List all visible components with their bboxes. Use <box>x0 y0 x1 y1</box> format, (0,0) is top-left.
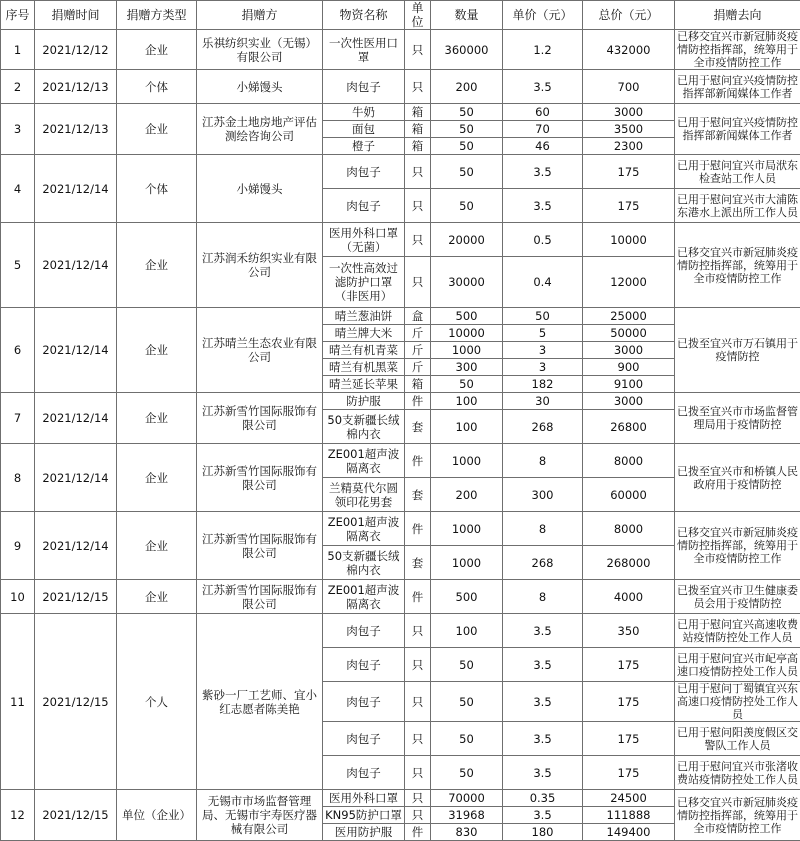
cell-donor-type: 企业 <box>117 308 197 393</box>
cell-quantity: 100 <box>431 410 503 444</box>
cell-destination: 已用于慰问阳羡度假区交警队工作人员 <box>675 722 800 756</box>
cell-total-price: 900 <box>583 359 675 376</box>
header-donor-type: 捐赠方类型 <box>117 1 197 30</box>
cell-total-price: 111888 <box>583 807 675 824</box>
header-item-name: 物资名称 <box>323 1 405 30</box>
cell-item-name: 肉包子 <box>323 722 405 756</box>
cell-quantity: 50 <box>431 104 503 121</box>
cell-seq: 7 <box>1 393 35 444</box>
cell-unit-price: 0.4 <box>503 257 583 308</box>
cell-quantity: 1000 <box>431 444 503 478</box>
header-row <box>1 1 800 30</box>
cell-unit-price: 3 <box>503 342 583 359</box>
cell-unit: 件 <box>405 393 431 410</box>
cell-unit: 只 <box>405 155 431 189</box>
header-unit: 单位 <box>405 1 431 30</box>
cell-unit-price: 0.5 <box>503 223 583 257</box>
cell-unit: 箱 <box>405 104 431 121</box>
header-seq: 序号 <box>1 1 35 30</box>
table-row <box>1 70 800 104</box>
cell-unit: 盒 <box>405 308 431 325</box>
cell-item-name: 肉包子 <box>323 70 405 104</box>
cell-total-price: 9100 <box>583 376 675 393</box>
cell-donor: 无锡市市场监督管理局、无锡市宇寿医疗器械有限公司 <box>197 790 323 841</box>
cell-item-name: 兰精莫代尔圆领印花男套 <box>323 478 405 512</box>
cell-item-name: 面包 <box>323 121 405 138</box>
cell-seq: 1 <box>1 30 35 70</box>
cell-unit: 箱 <box>405 138 431 155</box>
table-row <box>1 393 800 410</box>
cell-total-price: 2300 <box>583 138 675 155</box>
cell-seq: 10 <box>1 580 35 614</box>
cell-quantity: 70000 <box>431 790 503 807</box>
cell-unit: 斤 <box>405 342 431 359</box>
cell-item-name: 肉包子 <box>323 648 405 682</box>
cell-unit: 只 <box>405 682 431 722</box>
cell-total-price: 350 <box>583 614 675 648</box>
cell-item-name: 医用防护服 <box>323 824 405 841</box>
cell-quantity: 830 <box>431 824 503 841</box>
cell-destination: 已用于慰问宜兴高速收费站疫情防控处工作人员 <box>675 614 800 648</box>
cell-quantity: 50 <box>431 722 503 756</box>
cell-unit-price: 3.5 <box>503 682 583 722</box>
cell-unit-price: 3.5 <box>503 614 583 648</box>
cell-destination: 已用于慰问丁蜀镇宜兴东高速口疫情防控处工作人员 <box>675 682 800 722</box>
cell-quantity: 1000 <box>431 512 503 546</box>
cell-destination: 已移交宜兴市新冠肺炎疫情防控指挥部，统筹用于全市疫情防控工作 <box>675 223 800 308</box>
table-row <box>1 104 800 121</box>
table-row <box>1 308 800 325</box>
cell-total-price: 3000 <box>583 104 675 121</box>
header-unit-price: 单价（元） <box>503 1 583 30</box>
cell-date: 2021/12/12 <box>35 30 117 70</box>
cell-total-price: 432000 <box>583 30 675 70</box>
cell-date: 2021/12/15 <box>35 614 117 790</box>
cell-total-price: 700 <box>583 70 675 104</box>
cell-quantity: 10000 <box>431 325 503 342</box>
cell-unit-price: 268 <box>503 410 583 444</box>
cell-donor: 江苏新雪竹国际服饰有限公司 <box>197 444 323 512</box>
cell-donor: 紫砂一厂工艺师、宜小红志愿者陈美艳 <box>197 614 323 790</box>
cell-donor-type: 企业 <box>117 512 197 580</box>
cell-item-name: 晴兰延长苹果 <box>323 376 405 393</box>
cell-unit: 只 <box>405 648 431 682</box>
cell-date: 2021/12/13 <box>35 70 117 104</box>
cell-unit: 箱 <box>405 121 431 138</box>
cell-unit-price: 8 <box>503 512 583 546</box>
cell-unit: 箱 <box>405 376 431 393</box>
cell-total-price: 175 <box>583 648 675 682</box>
cell-item-name: ZE001超声波隔离衣 <box>323 444 405 478</box>
cell-unit: 只 <box>405 790 431 807</box>
cell-date: 2021/12/15 <box>35 580 117 614</box>
cell-item-name: 肉包子 <box>323 155 405 189</box>
cell-quantity: 50 <box>431 376 503 393</box>
cell-unit-price: 60 <box>503 104 583 121</box>
cell-donor: 江苏金土地房地产评估测绘咨询公司 <box>197 104 323 155</box>
cell-unit: 件 <box>405 580 431 614</box>
table-body <box>1 30 800 841</box>
cell-unit-price: 3.5 <box>503 722 583 756</box>
table-row <box>1 444 800 478</box>
cell-item-name: 橙子 <box>323 138 405 155</box>
cell-item-name: 肉包子 <box>323 189 405 223</box>
cell-unit-price: 3.5 <box>503 155 583 189</box>
cell-unit-price: 3.5 <box>503 807 583 824</box>
cell-total-price: 3000 <box>583 393 675 410</box>
cell-destination: 已拨至宜兴市市场监督管理局用于疫情防控 <box>675 393 800 444</box>
cell-quantity: 200 <box>431 478 503 512</box>
cell-seq: 4 <box>1 155 35 223</box>
cell-quantity: 50 <box>431 189 503 223</box>
table-row <box>1 614 800 648</box>
cell-total-price: 175 <box>583 722 675 756</box>
cell-total-price: 50000 <box>583 325 675 342</box>
cell-item-name: 50支新疆长绒棉内衣 <box>323 546 405 580</box>
cell-total-price: 25000 <box>583 308 675 325</box>
cell-total-price: 175 <box>583 189 675 223</box>
cell-total-price: 8000 <box>583 512 675 546</box>
cell-date: 2021/12/13 <box>35 104 117 155</box>
cell-donor-type: 企业 <box>117 444 197 512</box>
cell-quantity: 50 <box>431 756 503 790</box>
cell-donor-type: 企业 <box>117 104 197 155</box>
cell-destination: 已用于慰问宜兴疫情防控指挥部新闻媒体工作者 <box>675 104 800 155</box>
cell-unit-price: 3.5 <box>503 189 583 223</box>
cell-item-name: KN95防护口罩 <box>323 807 405 824</box>
header-date: 捐赠时间 <box>35 1 117 30</box>
cell-donor: 江苏晴兰生态农业有限公司 <box>197 308 323 393</box>
header-donor: 捐赠方 <box>197 1 323 30</box>
cell-date: 2021/12/14 <box>35 155 117 223</box>
cell-unit-price: 300 <box>503 478 583 512</box>
cell-destination: 已用于慰问宜兴市张渚收费站疫情防控处工作人员 <box>675 756 800 790</box>
cell-quantity: 1000 <box>431 342 503 359</box>
cell-destination: 已拨至宜兴市和桥镇人民政府用于疫情防控 <box>675 444 800 512</box>
cell-unit: 只 <box>405 614 431 648</box>
cell-donor: 江苏新雪竹国际服饰有限公司 <box>197 393 323 444</box>
cell-date: 2021/12/14 <box>35 393 117 444</box>
cell-unit: 套 <box>405 478 431 512</box>
cell-donor-type: 个体 <box>117 155 197 223</box>
cell-destination: 已移交宜兴市新冠肺炎疫情防控指挥部，统筹用于全市疫情防控工作 <box>675 30 800 70</box>
table-row <box>1 155 800 189</box>
cell-unit: 只 <box>405 223 431 257</box>
cell-unit: 斤 <box>405 359 431 376</box>
cell-total-price: 175 <box>583 155 675 189</box>
cell-unit-price: 70 <box>503 121 583 138</box>
cell-total-price: 12000 <box>583 257 675 308</box>
table-row <box>1 30 800 70</box>
table-row <box>1 512 800 546</box>
cell-quantity: 50 <box>431 138 503 155</box>
cell-total-price: 24500 <box>583 790 675 807</box>
cell-unit: 只 <box>405 189 431 223</box>
cell-unit: 件 <box>405 444 431 478</box>
cell-seq: 8 <box>1 444 35 512</box>
cell-total-price: 3000 <box>583 342 675 359</box>
cell-quantity: 50 <box>431 121 503 138</box>
cell-seq: 3 <box>1 104 35 155</box>
cell-item-name: 肉包子 <box>323 614 405 648</box>
cell-item-name: 肉包子 <box>323 756 405 790</box>
cell-donor-type: 企业 <box>117 393 197 444</box>
cell-unit-price: 180 <box>503 824 583 841</box>
cell-destination: 已移交宜兴市新冠肺炎疫情防控指挥部，统筹用于全市疫情防控工作 <box>675 790 800 841</box>
cell-destination: 已拨至宜兴市卫生健康委员会用于疫情防控 <box>675 580 800 614</box>
cell-quantity: 200 <box>431 70 503 104</box>
cell-unit: 件 <box>405 512 431 546</box>
cell-unit: 只 <box>405 722 431 756</box>
table-row <box>1 790 800 807</box>
cell-destination: 已用于慰问宜兴市大浦陈东港水上派出所工作人员 <box>675 189 800 223</box>
cell-total-price: 175 <box>583 756 675 790</box>
cell-unit: 只 <box>405 807 431 824</box>
cell-total-price: 8000 <box>583 444 675 478</box>
cell-quantity: 500 <box>431 580 503 614</box>
cell-quantity: 360000 <box>431 30 503 70</box>
cell-destination: 已用于慰问宜兴市屺亭高速口疫情防控处工作人员 <box>675 648 800 682</box>
cell-unit: 只 <box>405 257 431 308</box>
cell-quantity: 1000 <box>431 546 503 580</box>
cell-quantity: 31968 <box>431 807 503 824</box>
cell-total-price: 268000 <box>583 546 675 580</box>
cell-quantity: 100 <box>431 614 503 648</box>
cell-total-price: 4000 <box>583 580 675 614</box>
cell-unit-price: 3.5 <box>503 756 583 790</box>
cell-total-price: 26800 <box>583 410 675 444</box>
cell-quantity: 100 <box>431 393 503 410</box>
cell-total-price: 149400 <box>583 824 675 841</box>
cell-item-name: 晴兰有机青菜 <box>323 342 405 359</box>
cell-quantity: 50 <box>431 648 503 682</box>
cell-unit-price: 46 <box>503 138 583 155</box>
cell-donor: 江苏新雪竹国际服饰有限公司 <box>197 580 323 614</box>
cell-destination: 已拨至宜兴市万石镇用于疫情防控 <box>675 308 800 393</box>
header-total-price: 总价（元） <box>583 1 675 30</box>
cell-unit: 套 <box>405 546 431 580</box>
cell-destination: 已移交宜兴市新冠肺炎疫情防控指挥部，统筹用于全市疫情防控工作 <box>675 512 800 580</box>
cell-donor-type: 企业 <box>117 30 197 70</box>
cell-donor-type: 个体 <box>117 70 197 104</box>
cell-item-name: 防护服 <box>323 393 405 410</box>
cell-quantity: 50 <box>431 155 503 189</box>
cell-total-price: 60000 <box>583 478 675 512</box>
cell-unit: 只 <box>405 70 431 104</box>
cell-item-name: 牛奶 <box>323 104 405 121</box>
cell-seq: 9 <box>1 512 35 580</box>
cell-unit-price: 30 <box>503 393 583 410</box>
cell-seq: 12 <box>1 790 35 841</box>
cell-item-name: 医用外科口罩 <box>323 790 405 807</box>
cell-unit-price: 3.5 <box>503 648 583 682</box>
cell-donor: 小娣馒头 <box>197 155 323 223</box>
cell-item-name: 一次性高效过滤防护口罩（非医用） <box>323 257 405 308</box>
cell-destination: 已用于慰问宜兴疫情防控指挥部新闻媒体工作者 <box>675 70 800 104</box>
cell-unit-price: 1.2 <box>503 30 583 70</box>
cell-item-name: 晴兰葱油饼 <box>323 308 405 325</box>
cell-unit-price: 182 <box>503 376 583 393</box>
cell-unit-price: 5 <box>503 325 583 342</box>
cell-seq: 5 <box>1 223 35 308</box>
cell-seq: 6 <box>1 308 35 393</box>
cell-item-name: 肉包子 <box>323 682 405 722</box>
cell-item-name: 一次性医用口罩 <box>323 30 405 70</box>
cell-donor-type: 个人 <box>117 614 197 790</box>
cell-item-name: 晴兰有机黑菜 <box>323 359 405 376</box>
cell-unit-price: 0.35 <box>503 790 583 807</box>
cell-date: 2021/12/14 <box>35 512 117 580</box>
cell-item-name: 晴兰牌大米 <box>323 325 405 342</box>
cell-donor: 乐祺纺织实业（无锡）有限公司 <box>197 30 323 70</box>
cell-seq: 11 <box>1 614 35 790</box>
table-row <box>1 580 800 614</box>
cell-donor-type: 单位（企业） <box>117 790 197 841</box>
cell-donor: 江苏润禾纺织实业有限公司 <box>197 223 323 308</box>
cell-unit-price: 50 <box>503 308 583 325</box>
cell-quantity: 300 <box>431 359 503 376</box>
cell-quantity: 30000 <box>431 257 503 308</box>
cell-donor: 江苏新雪竹国际服饰有限公司 <box>197 512 323 580</box>
cell-donor-type: 企业 <box>117 580 197 614</box>
cell-date: 2021/12/15 <box>35 790 117 841</box>
cell-donor-type: 企业 <box>117 223 197 308</box>
cell-total-price: 175 <box>583 682 675 722</box>
cell-item-name: ZE001超声波隔离衣 <box>323 580 405 614</box>
cell-date: 2021/12/14 <box>35 308 117 393</box>
header-quantity: 数量 <box>431 1 503 30</box>
cell-total-price: 3500 <box>583 121 675 138</box>
cell-unit: 件 <box>405 824 431 841</box>
cell-quantity: 50 <box>431 682 503 722</box>
cell-unit: 套 <box>405 410 431 444</box>
cell-item-name: 医用外科口罩（无菌） <box>323 223 405 257</box>
cell-quantity: 20000 <box>431 223 503 257</box>
cell-unit: 只 <box>405 30 431 70</box>
cell-quantity: 500 <box>431 308 503 325</box>
cell-unit: 只 <box>405 756 431 790</box>
cell-item-name: ZE001超声波隔离衣 <box>323 512 405 546</box>
cell-donor: 小娣馒头 <box>197 70 323 104</box>
cell-unit: 斤 <box>405 325 431 342</box>
cell-unit-price: 8 <box>503 580 583 614</box>
cell-unit-price: 8 <box>503 444 583 478</box>
table-row <box>1 223 800 257</box>
cell-unit-price: 3.5 <box>503 70 583 104</box>
cell-destination: 已用于慰问宜兴市局洑东检查站工作人员 <box>675 155 800 189</box>
header-destination: 捐赠去向 <box>675 1 800 30</box>
cell-date: 2021/12/14 <box>35 223 117 308</box>
cell-unit-price: 3 <box>503 359 583 376</box>
cell-total-price: 10000 <box>583 223 675 257</box>
cell-unit-price: 268 <box>503 546 583 580</box>
cell-seq: 2 <box>1 70 35 104</box>
cell-date: 2021/12/14 <box>35 444 117 512</box>
cell-item-name: 50支新疆长绒棉内衣 <box>323 410 405 444</box>
